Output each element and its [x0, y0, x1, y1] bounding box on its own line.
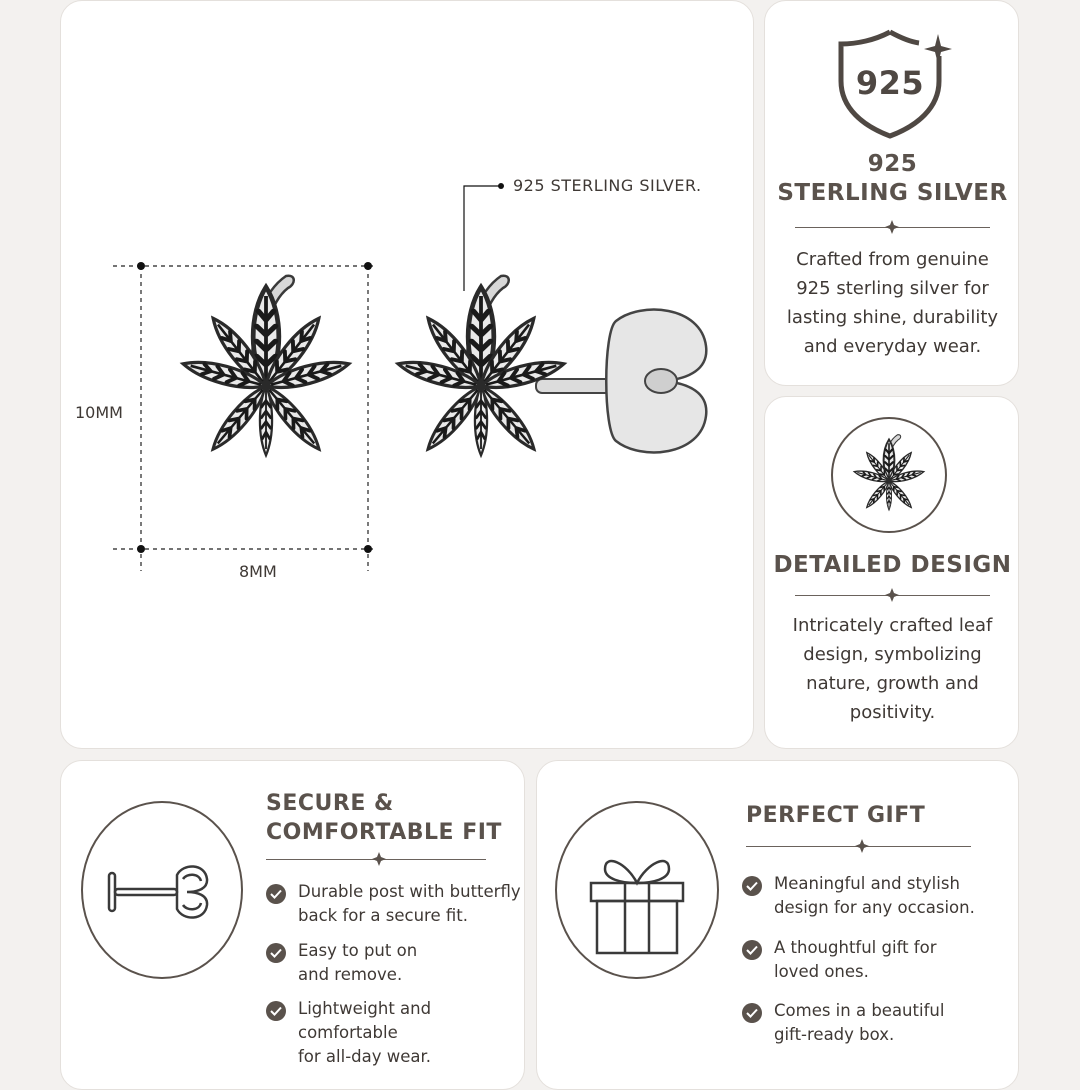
check-icon	[266, 1001, 286, 1021]
fit-bullet-1: Durable post with butterfly back for a secure fit.	[266, 880, 521, 928]
leaf-icon	[833, 419, 945, 531]
leaf-earring-side	[371, 251, 711, 571]
leaf-earring-front	[131, 251, 391, 571]
gift-bullet-2: A thoughtful gift for loved ones.	[742, 936, 937, 984]
diamond-icon	[855, 839, 869, 853]
callout-label: 925 STERLING SILVER.	[513, 176, 702, 195]
earring-back-icon	[83, 803, 241, 977]
check-icon	[266, 884, 286, 904]
fit-title-line2: COMFORTABLE FIT	[266, 820, 502, 845]
perfect-gift-card	[536, 760, 1019, 1090]
height-dimension-label: 10MM	[75, 403, 123, 422]
sterling-silver-card	[764, 0, 1019, 386]
gift-bullet-3: Comes in a beautiful gift-ready box.	[742, 999, 944, 1047]
silver-title-line1: 925	[867, 151, 918, 177]
silver-description: Crafted from genuine 925 sterling silver for lasting shine, durability and everyday wear.	[786, 249, 999, 357]
design-description: Intricately crafted leaf design, symbolizing nature, growth and positivity.	[792, 615, 993, 723]
secure-fit-card	[60, 760, 525, 1090]
width-dimension-label: 8MM	[239, 562, 277, 581]
diamond-icon	[885, 588, 899, 602]
check-icon	[742, 876, 762, 896]
check-icon	[742, 1003, 762, 1023]
check-icon	[742, 940, 762, 960]
design-icon-circle	[831, 417, 947, 533]
gift-bullet-1: Meaningful and stylish design for any occasion.	[742, 872, 975, 920]
gift-icon-circle	[555, 801, 719, 979]
diamond-icon	[885, 220, 899, 234]
fit-bullet-2: Easy to put on and remove.	[266, 939, 417, 987]
gift-title: PERFECT GIFT	[746, 803, 926, 828]
fit-icon-circle	[81, 801, 243, 979]
shield-badge-text: 925	[855, 64, 925, 102]
design-title: DETAILED DESIGN	[773, 552, 1012, 578]
fit-bullet-3: Lightweight and comfortable for all-day wear.	[266, 997, 524, 1069]
product-image-card	[60, 0, 754, 749]
diamond-icon	[372, 852, 386, 866]
detailed-design-card	[764, 396, 1019, 749]
silver-title-line2: STERLING SILVER	[777, 180, 1008, 206]
gift-box-icon	[557, 803, 717, 977]
check-icon	[266, 943, 286, 963]
fit-title-line1: SECURE &	[266, 791, 394, 816]
